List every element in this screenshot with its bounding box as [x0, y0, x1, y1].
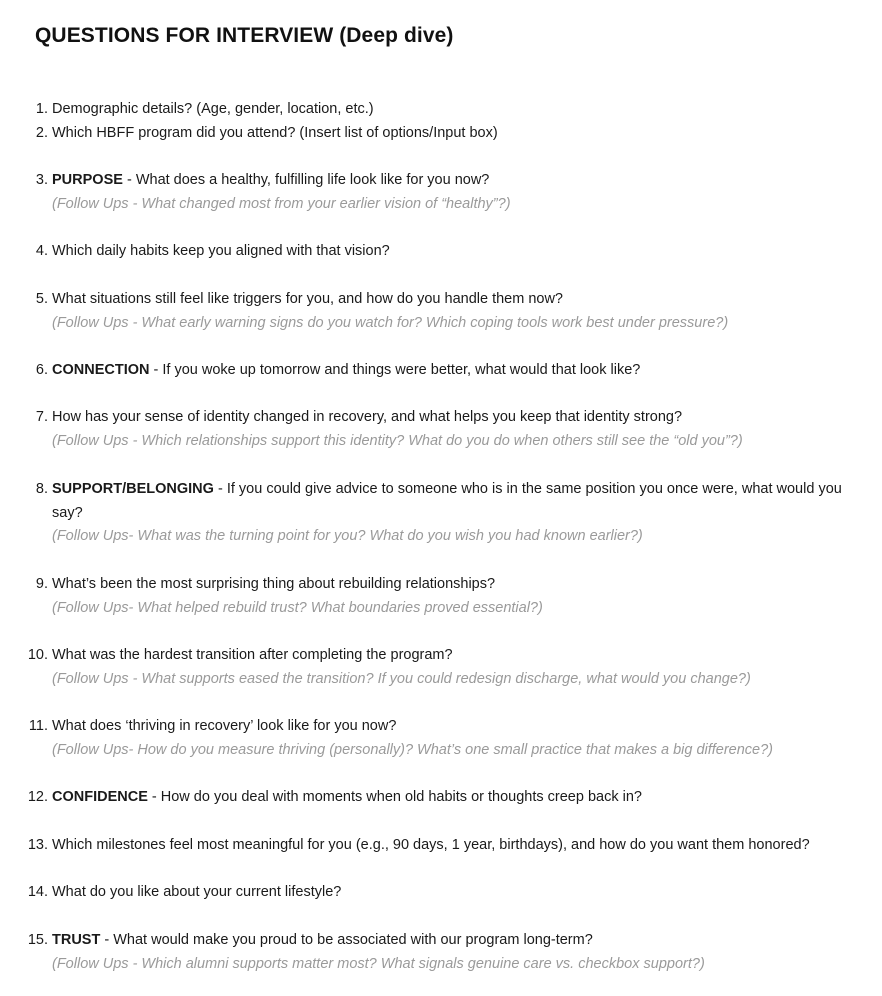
- follow-up-text: (Follow Ups- What helped rebuild trust? What boundaries proved essential?): [52, 599, 543, 616]
- follow-up-text: (Follow Ups - Which relationships support this identity? What do you do when others still see the “old you”?): [52, 432, 743, 449]
- item-number: 10.: [27, 647, 48, 663]
- question-body: [52, 715, 862, 762]
- question-body: [52, 122, 862, 146]
- question-text: What does a healthy, fulfilling life look like for you now?: [135, 172, 490, 188]
- section-label: CONFIDENCE: [52, 789, 148, 805]
- question-text: How has your sense of identity changed in recovery, and what helps you keep that identity strong?: [52, 409, 683, 425]
- list-item: [0, 644, 862, 691]
- section-label: CONNECTION: [52, 362, 150, 378]
- item-number: 8.: [35, 481, 48, 497]
- question-body: [52, 834, 862, 858]
- follow-up-text: (Follow Ups - Which alumni supports matter most? What signals genuine care vs. checkbox support?): [52, 955, 705, 972]
- item-number: 13.: [27, 837, 48, 853]
- item-number: 12.: [27, 789, 48, 805]
- question-body: [52, 881, 862, 905]
- list-item: [0, 288, 862, 335]
- list-item: [0, 573, 862, 620]
- question-text: What does ‘thriving in recovery’ look like for you now?: [52, 718, 397, 734]
- item-number: 6.: [35, 362, 48, 378]
- question-text: Demographic details? (Age, gender, location, etc.): [52, 101, 374, 117]
- section-label: PURPOSE: [52, 172, 123, 188]
- question-body: [52, 240, 862, 264]
- question-body: [52, 644, 862, 691]
- question-body: [52, 288, 862, 335]
- section-label: TRUST: [52, 932, 101, 948]
- follow-up-text: (Follow Ups - What early warning signs do you watch for? Which coping tools work best under pressure?): [52, 314, 729, 331]
- list-item: [0, 881, 862, 905]
- section-label: SUPPORT/BELONGING: [52, 481, 214, 497]
- question-body: [52, 98, 862, 122]
- list-item: [0, 715, 862, 762]
- item-number: 2.: [35, 125, 48, 141]
- follow-up-text: (Follow Ups- How do you measure thriving (personally)? What’s one small practice that makes a big difference?): [52, 741, 774, 758]
- item-number: 15.: [27, 932, 48, 948]
- question-text: Which HBFF program did you attend? (Insert list of options/Input box): [52, 125, 498, 141]
- separator: -: [122, 172, 136, 188]
- question-body: [52, 929, 862, 976]
- question-text: What do you like about your current lifestyle?: [52, 884, 342, 900]
- item-number: 3.: [35, 172, 48, 188]
- question-text: If you woke up tomorrow and things were better, what would that look like?: [162, 362, 641, 378]
- list-item: [0, 478, 862, 549]
- item-number: 4.: [35, 243, 48, 259]
- follow-up-text: (Follow Ups - What supports eased the transition? If you could redesign discharge, what would you change?): [52, 670, 751, 687]
- separator: -: [100, 932, 114, 948]
- question-text: What situations still feel like triggers for you, and how do you handle them now?: [52, 291, 563, 307]
- question-text: What’s been the most surprising thing about rebuilding relationships?: [52, 576, 496, 592]
- follow-up-text: (Follow Ups- What was the turning point for you? What do you wish you had known earlier?): [52, 528, 643, 544]
- question-text: How do you deal with moments when old habits or thoughts creep back in?: [160, 789, 642, 805]
- question-text: Which milestones feel most meaningful for you (e.g., 90 days, 1 year, birthdays), and how do you want them honored?: [52, 837, 810, 853]
- question-text: Which daily habits keep you aligned with that vision?: [52, 243, 390, 259]
- question-body: [52, 478, 862, 549]
- item-number: 9.: [35, 576, 48, 592]
- list-item: [0, 359, 862, 383]
- list-item: [0, 240, 862, 264]
- list-item: [0, 122, 862, 146]
- follow-up-text: (Follow Ups - What changed most from your earlier vision of “healthy”?): [52, 195, 511, 212]
- separator: -: [147, 789, 161, 805]
- separator: -: [149, 362, 163, 378]
- question-text: What was the hardest transition after completing the program?: [52, 647, 453, 663]
- separator: -: [213, 481, 227, 497]
- item-number: 11.: [28, 718, 48, 734]
- question-body: [52, 406, 862, 453]
- item-number: 5.: [35, 291, 48, 307]
- list-item: [0, 834, 862, 858]
- item-number: 14.: [27, 884, 48, 900]
- question-body: [52, 786, 862, 810]
- list-item: [0, 929, 862, 976]
- item-number: 1.: [35, 101, 48, 117]
- question-body: [52, 573, 862, 620]
- list-item: [0, 169, 862, 216]
- list-item: [0, 406, 862, 453]
- list-item: [0, 786, 862, 810]
- question-text: What would make you proud to be associated with our program long-term?: [113, 932, 593, 948]
- list-item: [0, 98, 862, 122]
- question-body: [52, 359, 862, 383]
- question-body: [52, 169, 862, 216]
- item-number: 7.: [35, 409, 48, 425]
- question-text: If you could give advice to someone who is in the same position you once were, what would you say?: [52, 481, 842, 521]
- page-title: QUESTIONS FOR INTERVIEW (Deep dive): [35, 24, 454, 47]
